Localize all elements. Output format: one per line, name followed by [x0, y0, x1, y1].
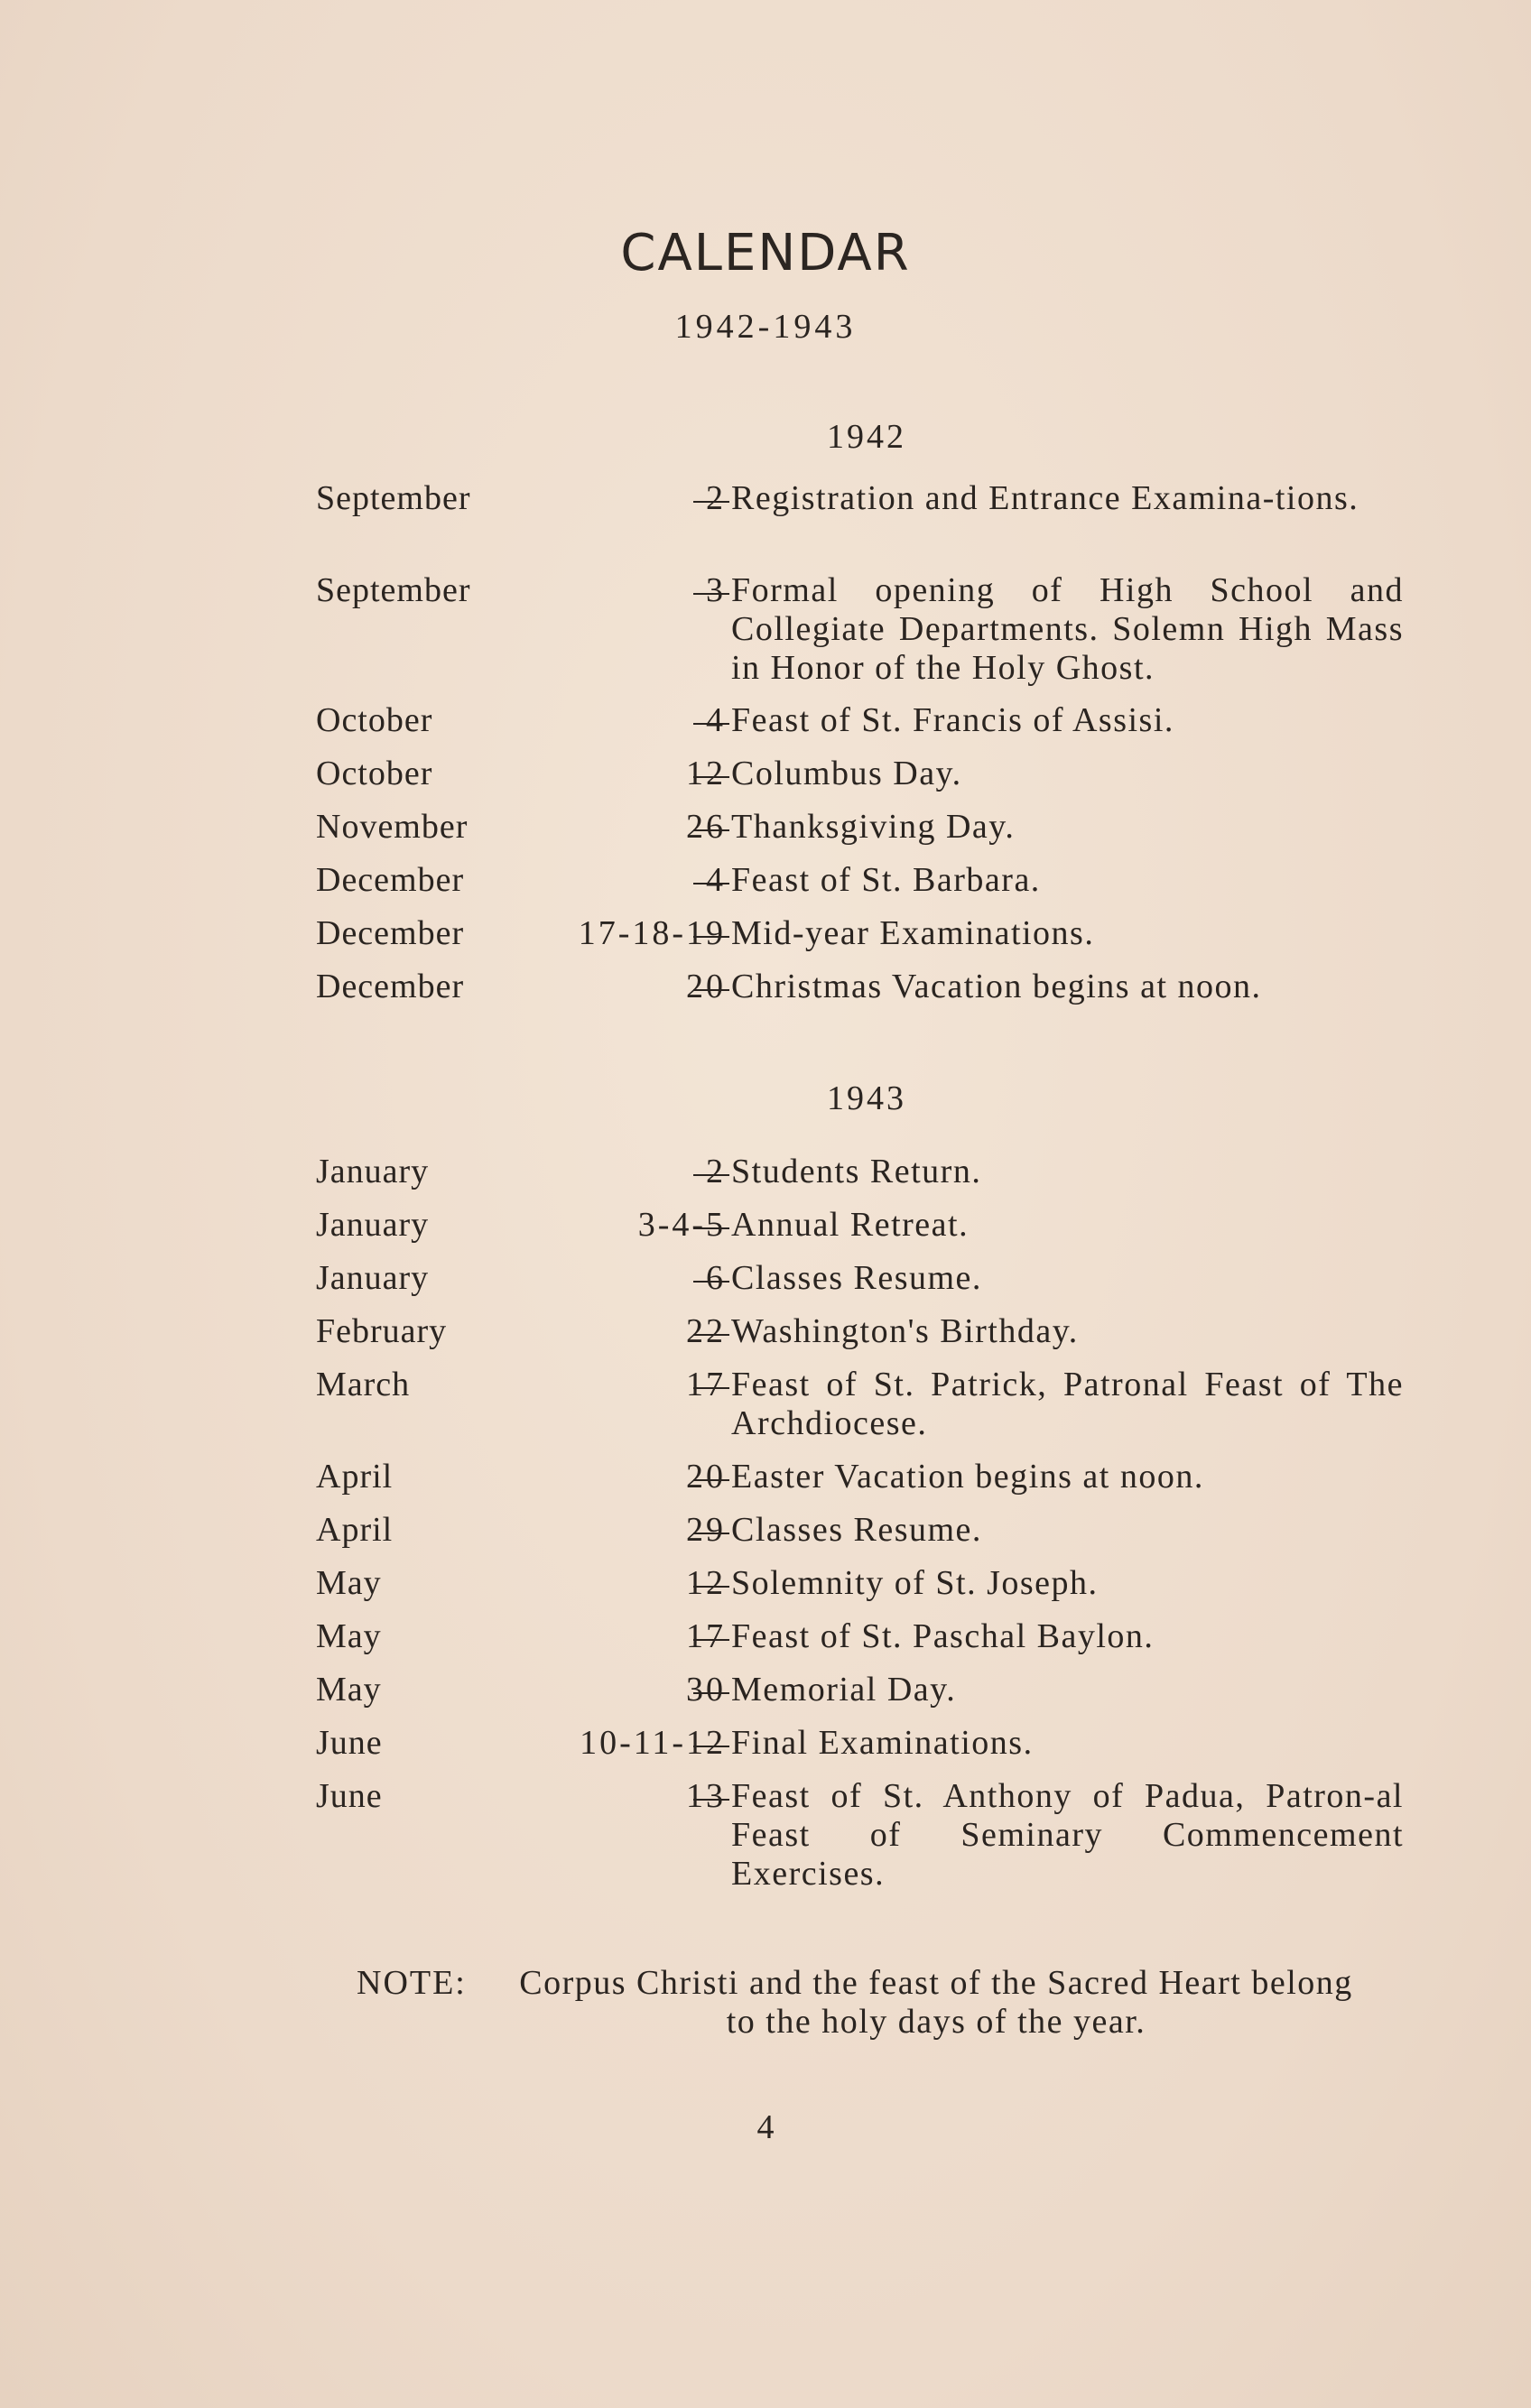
entry-event: Columbus Day. [731, 755, 962, 792]
entry-day: 6 [706, 1259, 726, 1297]
entry-day: 22 [686, 1312, 726, 1350]
entry-day: 20 [686, 968, 726, 1005]
entry-event: Final Examinations. [731, 1724, 1034, 1762]
entry-day: 3-4-5 [637, 1206, 726, 1244]
entry-event: Memorial Day. [731, 1671, 957, 1709]
entry-day: 17 [686, 1617, 726, 1655]
entry-day: 12 [686, 1564, 726, 1602]
entry-day: 13 [686, 1777, 726, 1815]
entry-event: Feast of St. Anthony of Padua, Patron-al Feast of Seminary Commencement Exercises. [731, 1777, 1404, 1893]
entry-month: September [316, 571, 471, 609]
entry-month: December [316, 861, 465, 899]
entry-day: 3 [706, 571, 726, 609]
entry-event: Easter Vacation begins at noon. [731, 1458, 1204, 1496]
entry-month: February [316, 1312, 448, 1350]
entry-day: 17 [686, 1366, 726, 1403]
entry-event: Classes Resume. [731, 1511, 982, 1549]
entry-month: April [316, 1458, 394, 1496]
entry-day: 29 [686, 1511, 726, 1549]
entry-month: September [316, 479, 471, 517]
entry-month: May [316, 1617, 382, 1655]
entry-month: January [316, 1153, 430, 1190]
note-label: NOTE: [357, 1964, 467, 2002]
entry-month: October [316, 701, 433, 739]
entry-day: 26 [686, 808, 726, 846]
entry-event: Washington's Birthday. [731, 1312, 1079, 1350]
entry-event: Feast of St. Paschal Baylon. [731, 1617, 1155, 1655]
entry-month: December [316, 968, 465, 1005]
entry-event: Students Return. [731, 1153, 982, 1190]
entry-event: Feast of St. Francis of Assisi. [731, 701, 1174, 739]
entry-event: Feast of St. Patrick, Patronal Feast of The Archdiocese. [731, 1366, 1404, 1442]
entry-month: January [316, 1206, 430, 1244]
page-subtitle: 1942-1943 [674, 308, 857, 346]
entry-day: 2 [706, 1153, 726, 1190]
entry-event: Thanksgiving Day. [731, 808, 1016, 846]
entry-event: Registration and Entrance Examina-tions. [731, 479, 1359, 517]
entry-month: June [316, 1724, 383, 1762]
entry-day: 20 [686, 1458, 726, 1496]
section-year-1943: 1943 [827, 1079, 906, 1117]
entry-event: Solemnity of St. Joseph. [731, 1564, 1099, 1602]
entry-day: 30 [686, 1671, 726, 1709]
note-text: Corpus Christi and the feast of the Sacred Heart belong to the holy days of the year. [519, 1964, 1353, 2041]
entry-event: Mid-year Examinations. [731, 914, 1095, 952]
entry-month: December [316, 914, 465, 952]
entry-day: 17-18-19 [578, 914, 726, 952]
entry-day: 4 [706, 701, 726, 739]
entry-month: March [316, 1366, 411, 1403]
entry-event: Christmas Vacation begins at noon. [731, 968, 1262, 1005]
entry-month: April [316, 1511, 394, 1549]
entry-day: 12 [686, 755, 726, 792]
page-number: 4 [756, 2108, 775, 2146]
entry-month: June [316, 1777, 383, 1815]
entry-event: Formal opening of High School and Collegiate Departments. Solemn High Mass in Honor of the Holy Ghost. [731, 571, 1404, 687]
entry-day: 4 [706, 861, 726, 899]
entry-event: Classes Resume. [731, 1259, 982, 1297]
entry-month: May [316, 1564, 382, 1602]
entry-month: November [316, 808, 469, 846]
entry-month: May [316, 1671, 382, 1709]
entry-event: Annual Retreat. [731, 1206, 970, 1244]
entry-month: January [316, 1259, 430, 1297]
entry-month: October [316, 755, 433, 792]
page-title: CALENDAR [620, 224, 911, 282]
entry-event: Feast of St. Barbara. [731, 861, 1041, 899]
entry-day: 2 [706, 479, 726, 517]
entry-day: 10-11-12 [580, 1724, 726, 1762]
section-year-1942: 1942 [827, 418, 906, 456]
